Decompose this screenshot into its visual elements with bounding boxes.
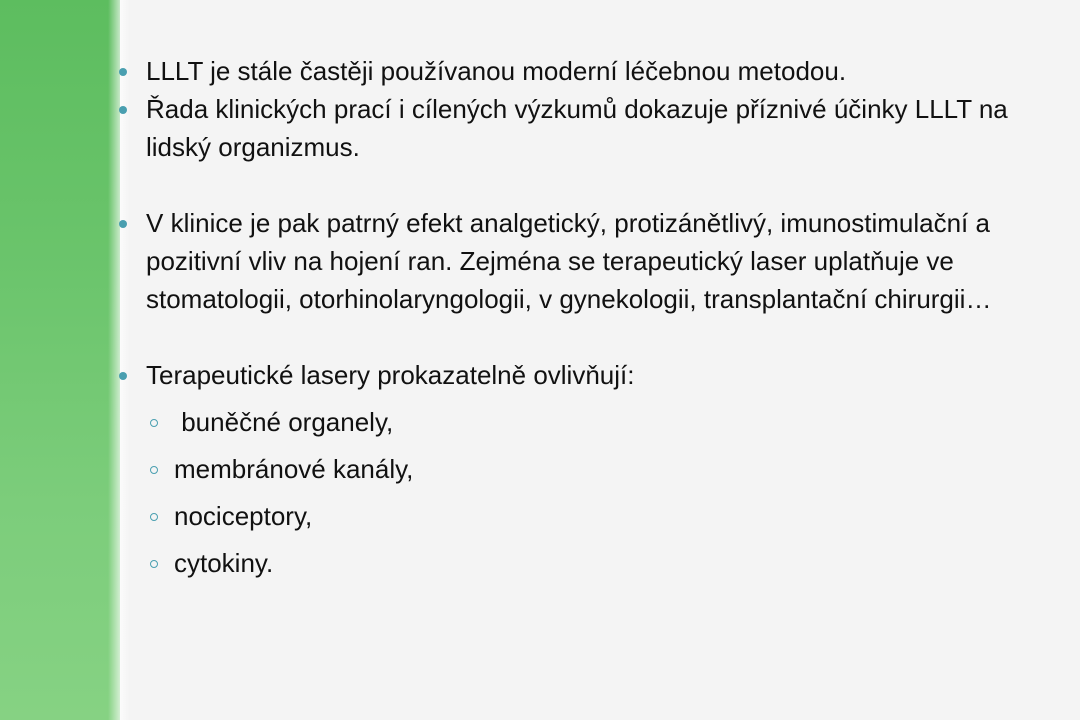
spacer bbox=[146, 166, 1046, 204]
bullet-lllt-method: LLLT je stále častěji používanou moderní léčebnou metodou. bbox=[146, 52, 1046, 90]
subbullet-cell-organelles: buněčné organely, bbox=[146, 403, 1046, 441]
green-side-band bbox=[0, 0, 120, 720]
bullet-clinical-effects: V klinice je pak patrný efekt analgetický, protizánětlivý, imunostimulační a pozitivní vliv na hojení ran. Zejména se terapeutický laser uplatňuje ve stomatologii, otorhinolaryngologii, v gynekologii, transplantační chirurgii… bbox=[146, 204, 1046, 318]
spacer bbox=[146, 318, 1046, 356]
subbullet-membrane-channels: membránové kanály, bbox=[146, 450, 1046, 488]
subbullet-cytokines: cytokiny. bbox=[146, 544, 1046, 582]
bullet-lasers-influence: Terapeutické lasery prokazatelně ovlivňují: bbox=[146, 356, 1046, 394]
bullet-clinical-studies: Řada klinických prací i cílených výzkumů dokazuje příznivé účinky LLLT na lidský organizmus. bbox=[146, 90, 1046, 166]
slide-content bbox=[146, 52, 1046, 582]
subbullet-nociceptors: nociceptory, bbox=[146, 497, 1046, 535]
